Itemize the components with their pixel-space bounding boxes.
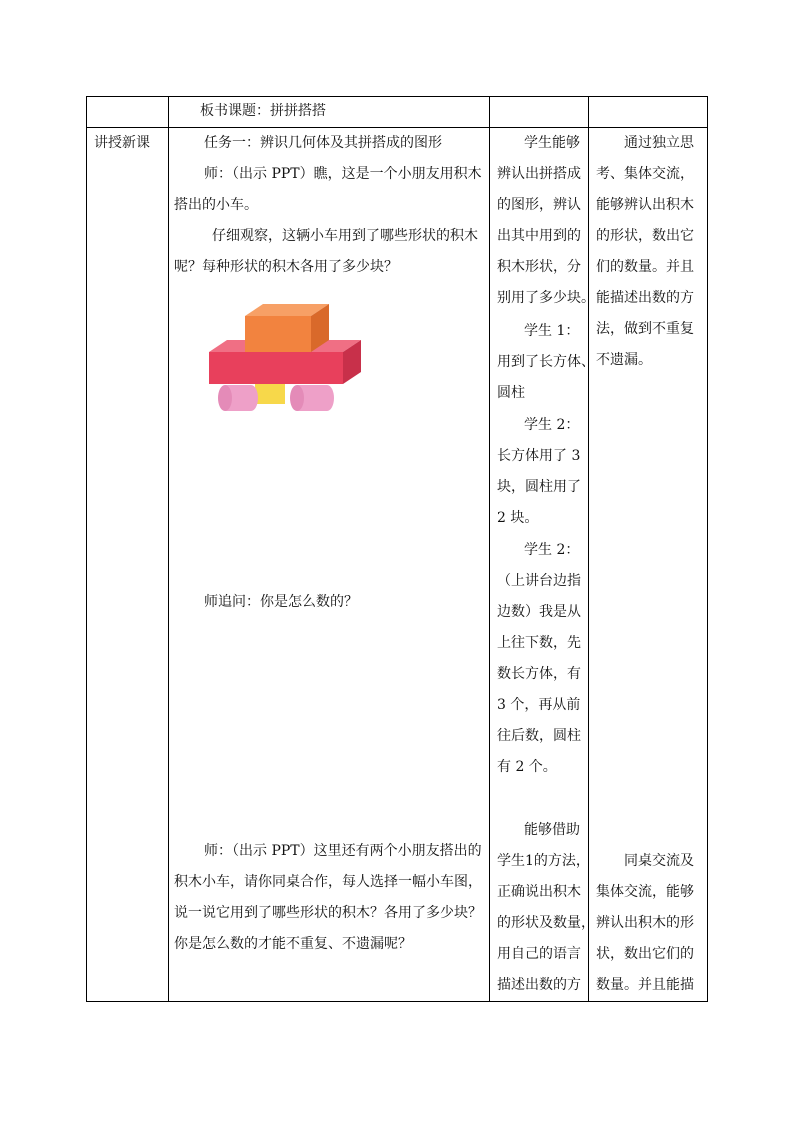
student-line: 学生能够 [524,135,580,151]
board-title: 板书课题：拼拼搭搭 [200,103,326,119]
student-label: 学生 2： [524,542,580,558]
intent-line: 通过独立思 [624,135,694,151]
left-wheel-cylinder [218,385,258,411]
right-wheel-cylinder [290,385,334,411]
student-line: 3 个，再从前 [497,697,581,713]
teacher-line: 仔细观察，这辆小车用到了哪些形状的积木 [212,228,478,244]
teacher-line: 师：（出示 PPT）瞧，这是一个小朋友用积木 [204,166,482,182]
intent-line: 能够辨认出积木 [596,197,694,213]
student-line: 的图形，辨认 [497,197,581,213]
student-line: 正确说出积木 [497,884,581,900]
teacher-followup: 师追问：你是怎么数的？ [204,594,358,610]
teacher-line: 说一说它用到了哪些形状的积木？各用了多少块？ [174,905,482,921]
student-line: 边数）我是从 [497,604,581,620]
student-line: 描述出数的方 [497,977,581,993]
column-divider [168,96,169,1002]
intent-line: 集体交流，能够 [596,884,694,900]
pink-cuboid [209,352,343,384]
intent-line: 同桌交流及 [624,853,694,869]
intent-line: 辨认出积木的形 [596,915,694,931]
student-line: 积木形状，分 [497,259,581,275]
intent-line: 不遗漏。 [596,352,652,368]
student-line: （上讲台边指 [497,573,581,589]
teacher-line: 积木小车，请你同桌合作，每人选择一幅小车图， [174,874,482,890]
intent-line: 们的数量。并且 [596,259,694,275]
student-line: 数长方体，有 [497,666,581,682]
task-title: 任务一：辨识几何体及其拼搭成的图形 [204,135,442,151]
teacher-line: 呢？每种形状的积木各用了多少块？ [174,259,398,275]
intent-line: 数量。并且能描 [596,977,694,993]
student-line: 辨认出拼搭成 [497,166,581,182]
student-line: 用到了长方体、 [497,354,595,370]
section-label: 讲授新课 [94,135,150,151]
intent-line: 考、集体交流， [596,166,694,182]
student-line: 的形状及数量， [497,915,595,931]
student-line: 圆柱 [497,385,525,401]
student-line: 长方体用了 3 [497,448,581,464]
student-label: 学生 1： [524,323,580,339]
column-divider [489,96,490,1002]
student-line: 别用了多少块。 [497,290,595,306]
intent-line: 能描述出数的方 [596,290,694,306]
student-line: 用自己的语言 [497,946,581,962]
orange-cuboid [245,316,311,352]
intent-line: 的形状，数出它 [596,228,694,244]
teacher-line: 你是怎么数的才能不重复、不遗漏呢？ [174,936,412,952]
student-line: 往后数，圆柱 [497,728,581,744]
block-car-illustration [205,300,365,415]
student-line: 2 块。 [497,510,539,526]
teacher-line: 搭出的小车。 [174,197,258,213]
student-line: 有 2 个。 [497,759,557,775]
intent-line: 法，做到不重复 [596,321,694,337]
student-line: 能够借助 [524,822,580,838]
student-line: 块，圆柱用了 [497,479,581,495]
student-line: 上往下数，先 [497,635,581,651]
intent-line: 状，数出它们的 [596,946,694,962]
student-line: 出其中用到的 [497,228,581,244]
student-label: 学生 2： [524,417,580,433]
student-line: 学生1的方法， [497,853,590,869]
teacher-line: 师：（出示 PPT）这里还有两个小朋友搭出的 [204,843,482,859]
